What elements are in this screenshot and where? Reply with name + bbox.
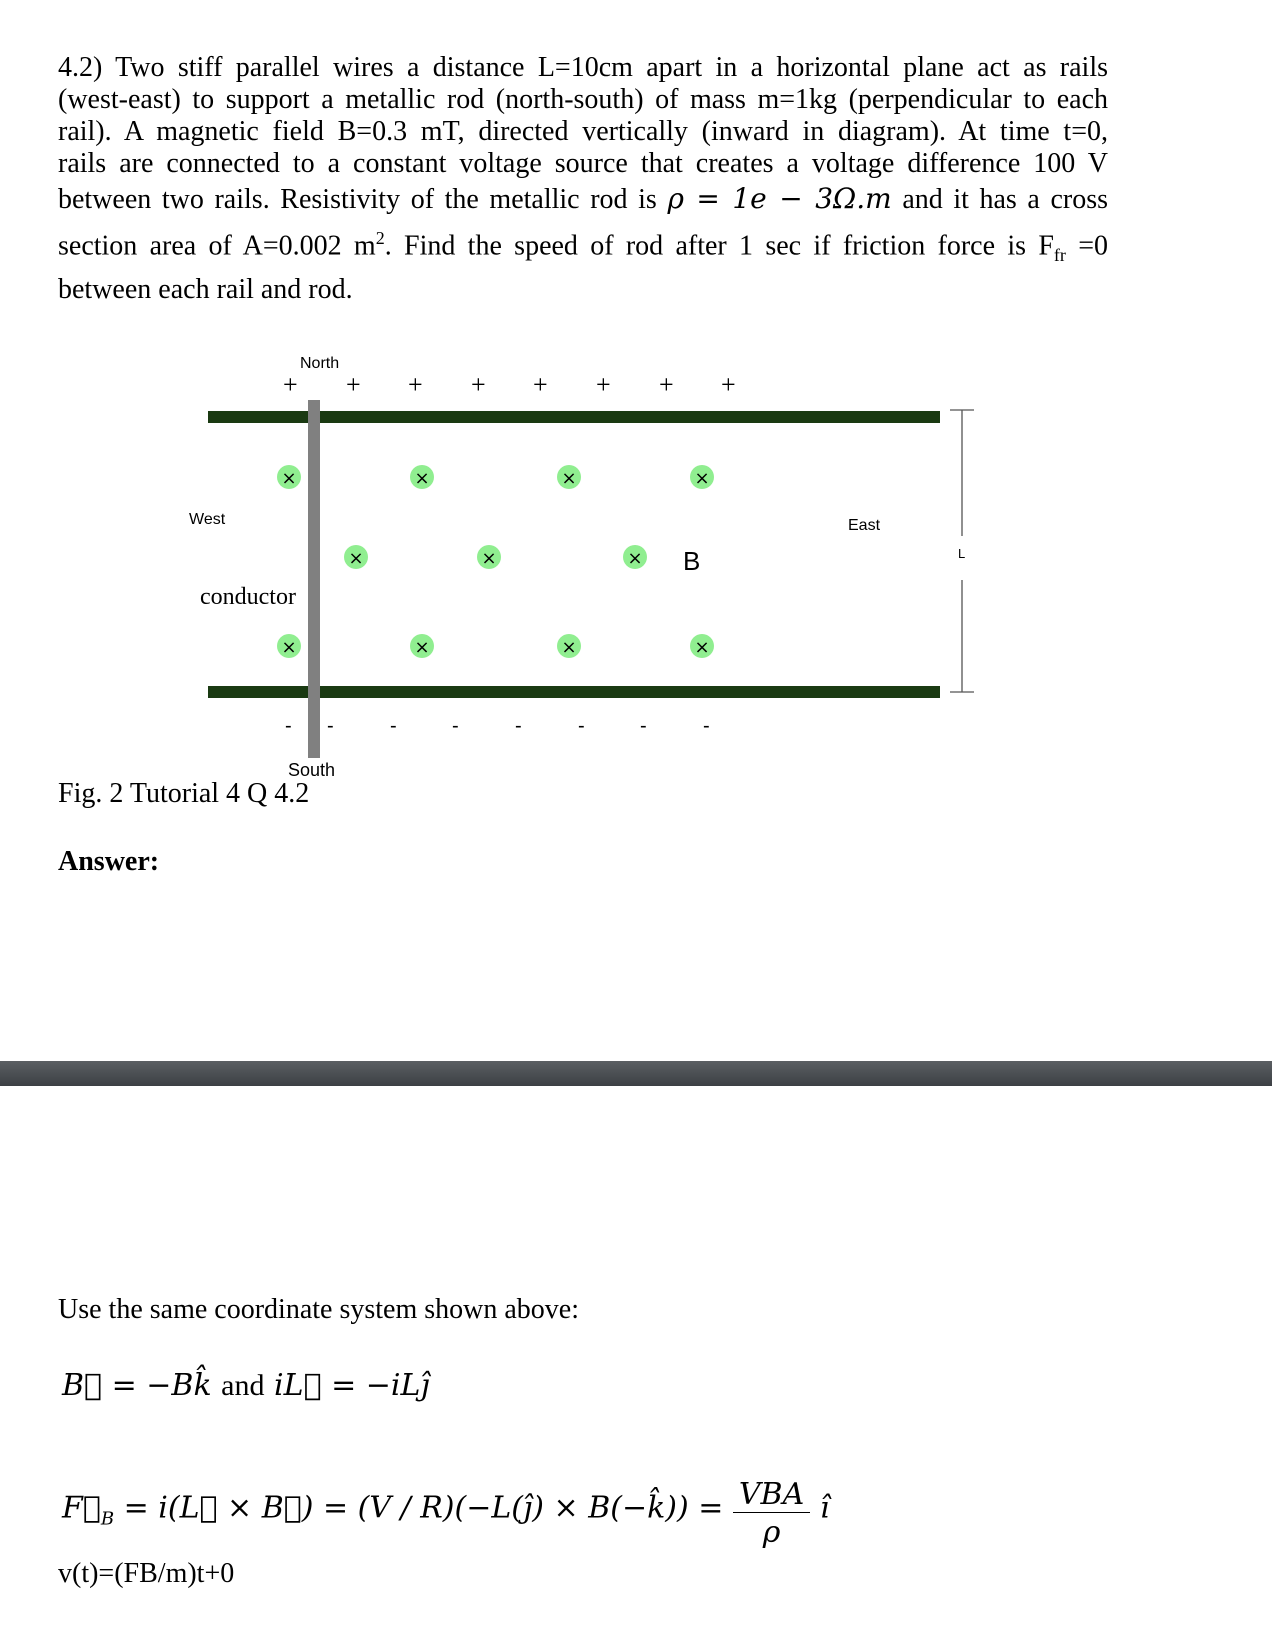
field-vector: B⃗ = −Bk̂ xyxy=(62,1368,212,1403)
force-fraction xyxy=(733,1478,810,1553)
field-cross: × xyxy=(627,548,643,569)
problem-line-5 xyxy=(58,180,1108,219)
fraction-denominator: ρ xyxy=(762,1515,781,1550)
plus-sign: + xyxy=(283,370,298,399)
field-into-page-icon xyxy=(410,465,434,489)
problem-line-5-tail: and it has a cross xyxy=(902,184,1109,215)
conductor-rod xyxy=(308,400,320,758)
coordinate-note: Use the same coordinate system shown above: xyxy=(58,1294,579,1325)
minus-sign: - xyxy=(515,715,522,737)
negative-charges xyxy=(285,715,710,737)
positive-charges xyxy=(283,370,736,399)
minus-sign: - xyxy=(390,715,397,737)
current-vector: iL⃗ = −iLĵ xyxy=(274,1368,430,1403)
page-divider xyxy=(0,1061,1272,1086)
force-subscript: B xyxy=(100,1508,115,1530)
field-cross: × xyxy=(561,468,577,489)
field-into-page-icon xyxy=(557,465,581,489)
field-current-vectors xyxy=(62,1368,430,1403)
field-into-page-icon xyxy=(557,634,581,658)
answer-label: Answer: xyxy=(58,846,160,877)
resistivity-formula: ρ = 1e − 3Ω.m xyxy=(667,182,892,215)
field-cross: × xyxy=(348,548,364,569)
south-label: South xyxy=(288,760,336,780)
minus-sign: - xyxy=(640,715,647,737)
problem-line-6-tail: =0 xyxy=(1065,230,1108,262)
friction-subscript: fr xyxy=(1053,244,1066,265)
force-symbol: F⃗ xyxy=(62,1490,101,1526)
problem-line-1: 4.2) Two stiff parallel wires a distance L=10cm apart in a horizontal plane act as rails xyxy=(58,52,1108,83)
field-into-page-icon xyxy=(477,545,501,569)
force-equation xyxy=(62,1472,830,1550)
north-label: North xyxy=(300,355,340,372)
plus-sign: + xyxy=(659,370,674,399)
field-cross: × xyxy=(561,637,577,658)
field-cross: × xyxy=(694,468,710,489)
minus-sign: - xyxy=(285,715,292,737)
velocity-equation: v(t)=(FB/m)t+0 xyxy=(58,1558,235,1589)
problem-line-3: rail). A magnetic field B=0.3 mT, directed vertically (inward in diagram). At time t=0, xyxy=(58,116,1108,147)
rail-diagram xyxy=(0,340,1272,780)
problem-line-4: rails are connected to a constant voltage source that creates a voltage difference 100 V xyxy=(58,148,1108,179)
field-into-page-icon xyxy=(344,545,368,569)
field-into-page-icon xyxy=(690,465,714,489)
field-cross: × xyxy=(694,637,710,658)
field-cross: × xyxy=(414,468,430,489)
problem-statement xyxy=(58,52,1108,306)
plus-sign: + xyxy=(596,370,611,399)
plus-sign: + xyxy=(533,370,548,399)
problem-line-6 xyxy=(58,219,1108,274)
fraction-numerator: VBA xyxy=(733,1478,810,1513)
force-expression: = i(L⃗ × B⃗) = (V / R)(−L(ĵ) × B(−k̂)) = xyxy=(114,1490,724,1526)
field-cross: × xyxy=(281,468,297,489)
unit-vector-i: î xyxy=(819,1490,830,1526)
field-into-page-icon xyxy=(410,634,434,658)
problem-line-6-text: section area of A=0.002 m xyxy=(58,230,376,262)
area-exponent: 2 xyxy=(375,228,385,248)
minus-sign: - xyxy=(452,715,459,737)
field-into-page-icon xyxy=(277,465,301,489)
field-cross: × xyxy=(481,548,497,569)
minus-sign: - xyxy=(703,715,710,737)
field-into-page-icon xyxy=(277,634,301,658)
field-cross: × xyxy=(414,637,430,658)
plus-sign: + xyxy=(346,370,361,399)
minus-sign: - xyxy=(578,715,585,737)
field-into-page-icon xyxy=(690,634,714,658)
problem-line-5-text: between two rails. Resistivity of the metallic rod is xyxy=(58,184,657,215)
field-cross: × xyxy=(281,637,297,658)
problem-line-2: (west-east) to support a metallic rod (north-south) of mass m=1kg (perpendicular to each xyxy=(58,84,1108,115)
and-word: and xyxy=(221,1369,265,1402)
problem-line-7: between each rail and rod. xyxy=(58,273,353,305)
east-label: East xyxy=(848,517,881,534)
field-into-page-icon xyxy=(623,545,647,569)
figure-caption: Fig. 2 Tutorial 4 Q 4.2 xyxy=(58,778,310,809)
problem-line-6-mid: . Find the speed of rod after 1 sec if friction force is F xyxy=(384,230,1054,262)
plus-sign: + xyxy=(408,370,423,399)
minus-sign: - xyxy=(327,715,334,737)
field-markers xyxy=(277,465,714,658)
plus-sign: + xyxy=(721,370,736,399)
length-label: L xyxy=(958,546,966,561)
west-label: West xyxy=(189,511,226,528)
plus-sign: + xyxy=(471,370,486,399)
field-label: B xyxy=(683,546,701,576)
conductor-label: conductor xyxy=(200,584,296,610)
